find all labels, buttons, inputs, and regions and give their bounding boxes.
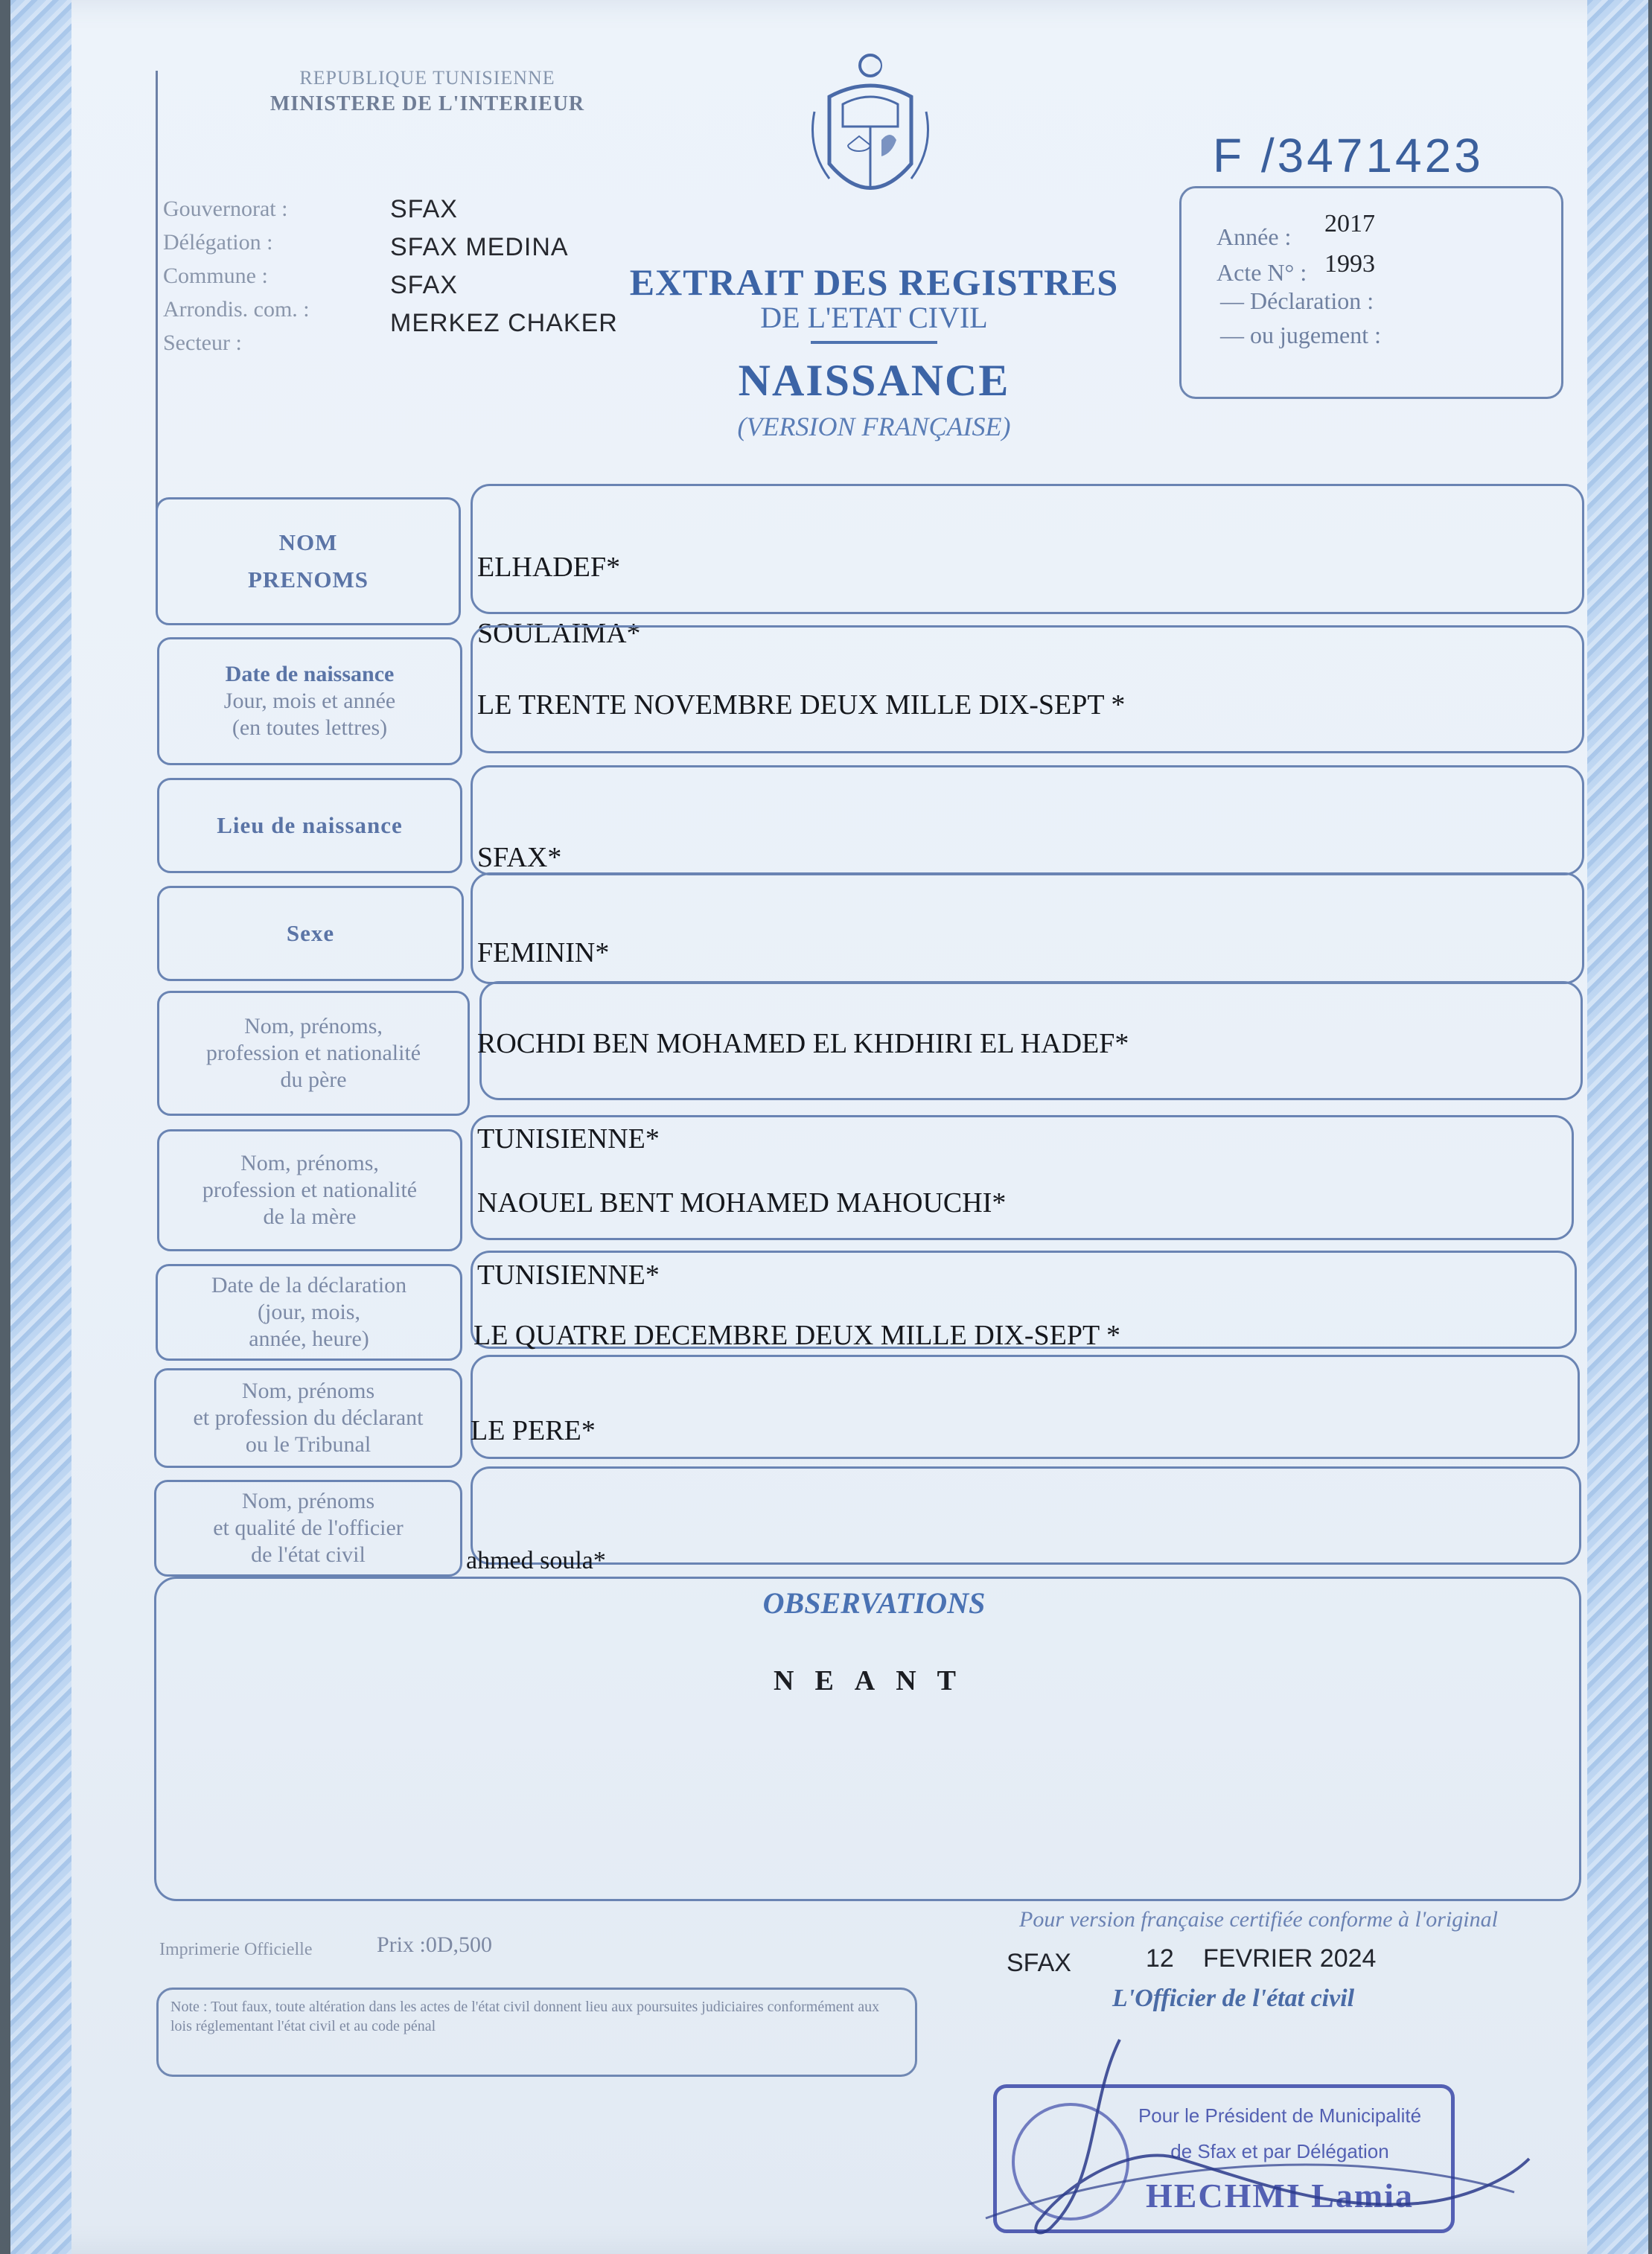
document-subtitle: DE L'ETAT CIVIL (760, 301, 988, 334)
declarant-label-line3: ou le Tribunal (245, 1432, 371, 1457)
signature (941, 2032, 1537, 2248)
ministry-heading: MINISTERE DE L'INTERIEUR (270, 92, 585, 115)
annee-label: Année : (1216, 223, 1292, 250)
issue-place: SFAX (1007, 1949, 1071, 1977)
declaration-label-line1: Date de la déclaration (211, 1273, 407, 1297)
field-label-officier (154, 1480, 462, 1577)
nom-value: ELHADEF* (477, 552, 621, 583)
declarant-label-line2: et profession du déclarant (193, 1405, 424, 1430)
prenoms-label: PRENOMS (248, 566, 369, 593)
secteur-label: Secteur : (163, 331, 242, 355)
officer-title: L'Officier de l'état civil (1112, 1985, 1355, 2012)
mere-label-line1: Nom, prénoms, (240, 1151, 379, 1175)
pere-label-line2: profession et nationalité (205, 1041, 421, 1065)
declaration-label-line3: année, heure) (249, 1326, 369, 1351)
officier-label-line2: et qualité de l'officier (213, 1516, 404, 1540)
field-label-nom-prenoms (156, 497, 461, 625)
pere-label-line3: du père (280, 1067, 347, 1092)
pere-nationalite-value: TUNISIENNE* (477, 1123, 660, 1155)
mere-nationalite-value: TUNISIENNE* (477, 1260, 660, 1291)
document-version: (VERSION FRANÇAISE) (737, 412, 1011, 441)
declaration-label: — Déclaration : (1220, 287, 1374, 314)
field-value-box-declarant (471, 1355, 1580, 1459)
republic-heading: REPUBLIQUE TUNISIENNE (299, 67, 555, 89)
declaration-value: LE QUATRE DECEMBRE DEUX MILLE DIX-SEPT * (473, 1320, 1121, 1351)
commune-value: SFAX (390, 271, 458, 299)
acte-value: 1993 (1324, 250, 1375, 278)
officier-label-line3: de l'état civil (251, 1542, 366, 1567)
lieu-value: SFAX* (477, 842, 562, 873)
date-naissance-label: Date de naissance (225, 662, 395, 686)
issue-day: 12 (1146, 1944, 1174, 1973)
mere-label-line2: profession et nationalité (202, 1178, 418, 1202)
field-label-mere (157, 1129, 462, 1251)
document-sheet (10, 0, 1648, 2254)
field-value-box-nom (471, 484, 1584, 614)
serial-number: F /3471423 (1213, 129, 1484, 182)
emblem-icon (800, 52, 941, 223)
pere-value: ROCHDI BEN MOHAMED EL KHDHIRI EL HADEF* (477, 1028, 1129, 1059)
delegation-label: Délégation : (163, 230, 273, 255)
sexe-value: FEMININ* (477, 937, 610, 968)
document-type: NAISSANCE (738, 356, 1010, 405)
acte-label: Acte N° : (1216, 259, 1307, 286)
field-label-declarant (154, 1368, 462, 1468)
observations-content: NEANT (774, 1665, 978, 1696)
legal-note: Note : Tout faux, toute altération dans les actes de l'état civil donnent lieu aux poursuites judiciaires conformément aux lois réglementant l'état civil et au code pénal (156, 1988, 917, 2077)
certified-note: Pour version française certifiée conforme à l'original (1019, 1907, 1498, 1932)
decorative-border-right (1587, 0, 1648, 2254)
gouvernorat-value: SFAX (390, 195, 458, 223)
field-label-declaration (156, 1264, 462, 1361)
mere-label-line3: de la mère (263, 1204, 357, 1229)
arrondissement-value: MERKEZ CHAKER (390, 309, 618, 337)
field-value-box-lieu (471, 765, 1584, 875)
stamp-line2: de Sfax et par Délégation (1170, 2140, 1389, 2162)
nom-label: NOM (278, 529, 338, 555)
field-value-box-officier (471, 1466, 1581, 1565)
jugement-label: — ou jugement : (1220, 322, 1381, 348)
header-rule (156, 71, 158, 555)
location-values (390, 191, 618, 342)
commune-label: Commune : (163, 264, 268, 288)
gouvernorat-label: Gouvernorat : (163, 197, 288, 221)
document-title: EXTRAIT DES REGISTRES (629, 261, 1119, 303)
field-label-date-naissance (157, 637, 462, 765)
arrondissement-label: Arrondis. com. : (163, 297, 310, 322)
date-naissance-sub1: Jour, mois et année (223, 689, 396, 713)
mere-value: NAOUEL BENT MOHAMED MAHOUCHI* (477, 1187, 1007, 1219)
field-label-lieu (157, 778, 462, 873)
officier-label-line1: Nom, prénoms (241, 1489, 375, 1513)
location-labels (163, 192, 310, 360)
stamp-name: HECHMI Lamia (1145, 2177, 1415, 2215)
officier-value: ahmed soula* (466, 1547, 606, 1574)
annee-value: 2017 (1324, 210, 1375, 237)
price-label: Prix :0D,500 (377, 1932, 493, 1957)
printer-label: Imprimerie Officielle (159, 1940, 313, 1959)
field-value-box-sexe (471, 872, 1584, 984)
observations-title: OBSERVATIONS (762, 1586, 986, 1620)
date-naissance-value: LE TRENTE NOVEMBRE DEUX MILLE DIX-SEPT * (477, 689, 1126, 721)
stamp-line1: Pour le Président de Municipalité (1138, 2104, 1422, 2127)
sexe-label: Sexe (286, 920, 335, 946)
declaration-label-line2: (jour, mois, (258, 1300, 360, 1324)
field-label-sexe (157, 886, 464, 981)
field-label-pere (157, 991, 470, 1116)
lieu-label: Lieu de naissance (217, 812, 403, 838)
declarant-value: LE PERE* (471, 1415, 596, 1446)
decorative-border-left (10, 0, 71, 2254)
issue-month-year: FEVRIER 2024 (1203, 1944, 1377, 1973)
prenoms-value: SOULAIMA* (477, 618, 641, 649)
observations-box (154, 1577, 1581, 1901)
title-underline (811, 341, 937, 344)
declarant-label-line1: Nom, prénoms (241, 1379, 375, 1403)
date-naissance-sub2: (en toutes lettres) (232, 715, 388, 740)
delegation-value: SFAX MEDINA (390, 233, 569, 261)
field-value-box-mere (471, 1115, 1574, 1240)
pere-label-line1: Nom, prénoms, (244, 1014, 383, 1038)
